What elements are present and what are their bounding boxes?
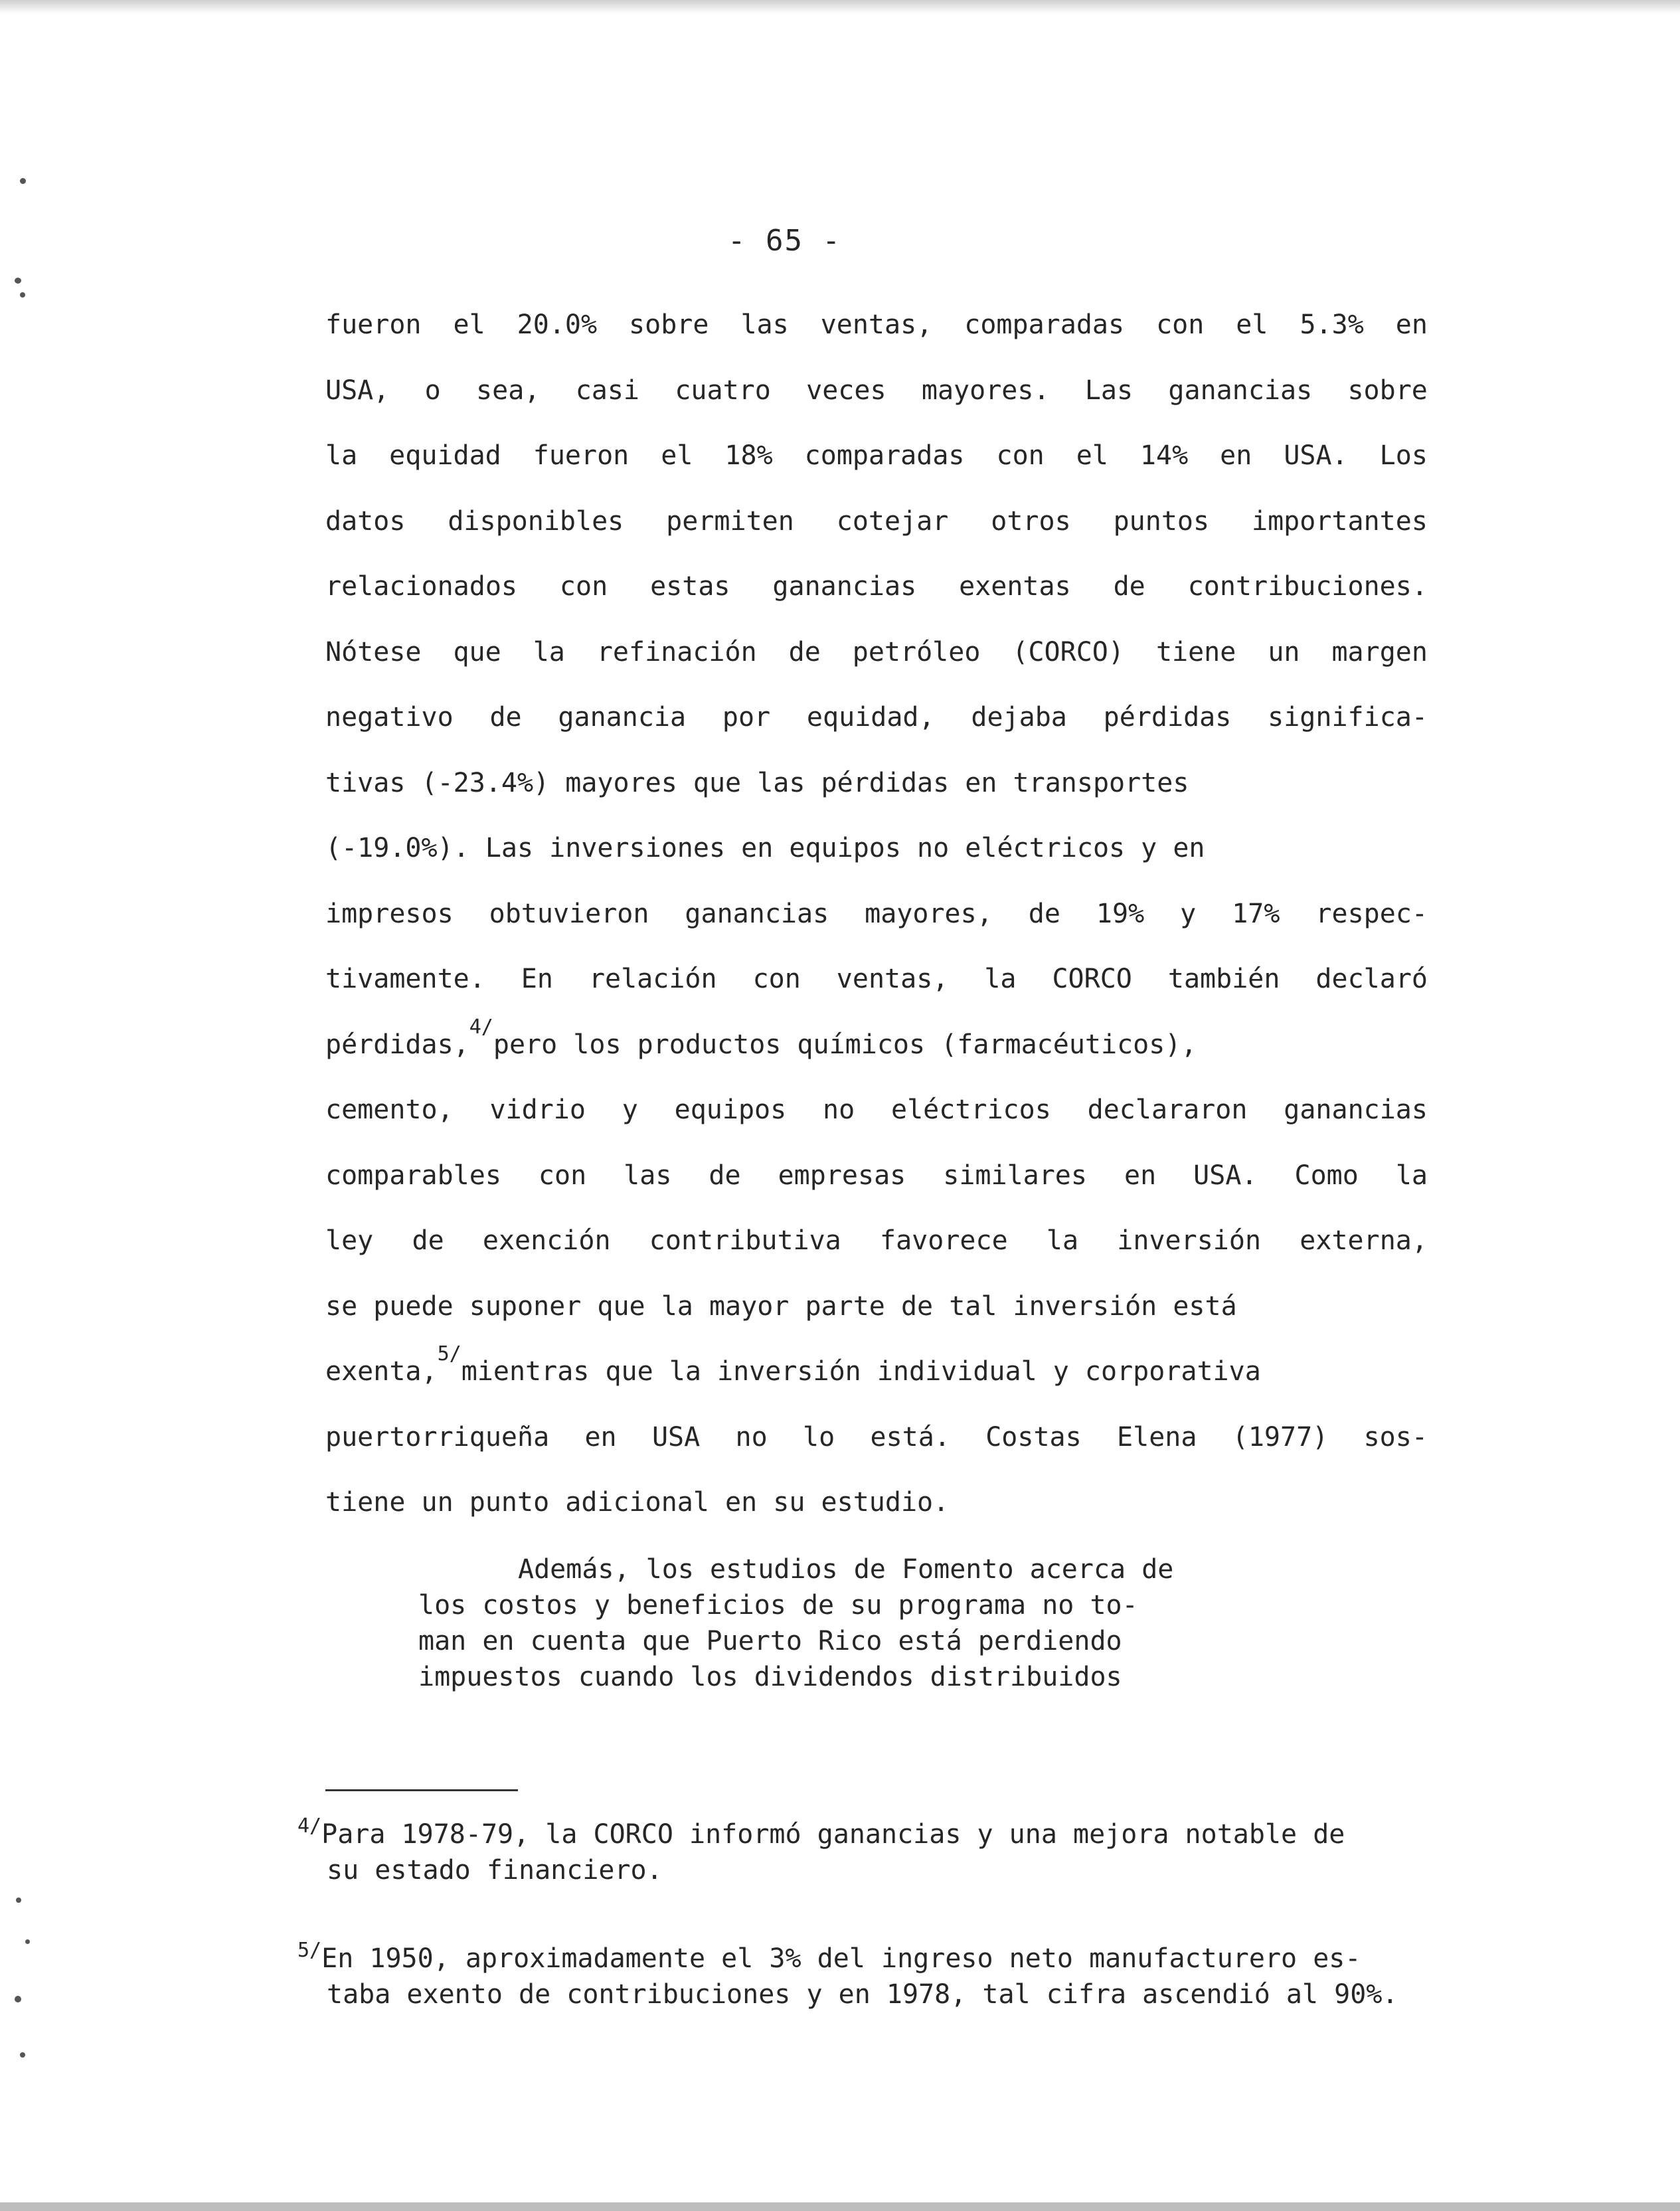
scan-bottom-edge — [0, 2202, 1680, 2211]
word: Elena — [1117, 1421, 1197, 1453]
footnote-text: taba exento de contribuciones y en 1978, tal cifra ascendió al 90%. — [327, 1979, 1398, 2010]
word: USA, — [325, 375, 390, 406]
word: lo — [803, 1421, 835, 1453]
scan-top-edge — [0, 0, 1680, 15]
footnote-separator — [325, 1789, 518, 1791]
word: cotejar — [836, 505, 949, 537]
word: ganancias — [1284, 1095, 1428, 1125]
word: en — [584, 1421, 617, 1453]
text-line — [325, 881, 1428, 947]
word: relación — [588, 964, 717, 994]
word: de — [489, 702, 522, 733]
footnote-text: En 1950, aproximadamente el 3% del ingreso neto manufacturero es- — [321, 1943, 1361, 1974]
scan-speck — [20, 2052, 25, 2058]
text-line — [325, 1208, 1428, 1274]
text-line: tivas (-23.4%) mayores que las pérdidas en transportes — [325, 767, 1189, 798]
word: mayores, — [865, 898, 993, 929]
word: dejaba — [971, 702, 1067, 733]
text-line — [325, 489, 1428, 555]
word: Las — [1084, 375, 1134, 406]
footnote-text: su estado financiero. — [327, 1855, 663, 1886]
word: equidad — [389, 440, 501, 471]
word: datos — [325, 505, 406, 537]
word: eléctricos — [890, 1095, 1051, 1125]
word: pérdidas — [1103, 702, 1232, 733]
word: 14% — [1139, 440, 1189, 471]
footnote-mark: 4/ — [297, 1814, 322, 1838]
word: Los — [1379, 440, 1428, 471]
word: sobre — [629, 310, 709, 340]
word: contributiva — [649, 1225, 841, 1256]
word: de — [412, 1225, 444, 1256]
word: puertorriqueña — [325, 1421, 550, 1453]
text-line — [325, 685, 1428, 751]
word: ventas, — [836, 964, 949, 994]
text-segment: mientras que la inversión individual y corporativa — [461, 1356, 1261, 1387]
word: fueron — [325, 310, 422, 340]
word: tiene — [1155, 636, 1236, 667]
word: casi — [575, 375, 640, 406]
footnote-4 — [297, 1816, 1440, 1888]
text-line — [325, 1405, 1428, 1470]
block-quote — [418, 1551, 1255, 1695]
text-line — [325, 1143, 1428, 1209]
word: ley — [325, 1225, 374, 1256]
word: en — [1395, 310, 1428, 340]
word: en — [1124, 1160, 1157, 1191]
text-segment: pero los productos químicos (farmacéuticos), — [493, 1029, 1197, 1060]
word: negativo — [325, 702, 454, 733]
word: cuatro — [675, 375, 771, 406]
scan-speck — [15, 278, 21, 284]
word: margen — [1331, 636, 1428, 667]
word: (CORCO) — [1012, 636, 1124, 667]
word: el — [1076, 440, 1108, 471]
word: estas — [650, 571, 730, 602]
word: USA — [651, 1421, 701, 1453]
word: ganancias — [1168, 375, 1313, 406]
word: favorece — [880, 1225, 1008, 1256]
word: otros — [991, 505, 1071, 537]
word: que — [453, 636, 501, 667]
text-line — [325, 1077, 1428, 1143]
word: ganancia — [558, 702, 687, 733]
word: obtuvieron — [489, 898, 649, 929]
scan-speck — [25, 1939, 30, 1944]
quote-line: Además, los estudios de Fomento acerca de — [518, 1554, 1174, 1585]
word: inversión — [1117, 1225, 1262, 1256]
word: Como — [1294, 1160, 1359, 1191]
word: fueron — [533, 440, 630, 471]
word: comparadas — [804, 440, 965, 471]
word: la — [325, 440, 358, 471]
footnote-mark: 5/ — [297, 1939, 322, 1962]
footnote-text: Para 1978-79, la CORCO informó ganancias y una mejora notable de — [321, 1819, 1345, 1850]
quote-line: man en cuenta que Puerto Rico está perdiendo — [418, 1626, 1122, 1656]
word: de — [788, 636, 821, 667]
footnote-reference: 4/ — [469, 1015, 493, 1039]
word: por — [722, 702, 771, 733]
word: vidrio — [489, 1095, 586, 1125]
text-line — [325, 946, 1428, 1012]
word: CORCO — [1052, 964, 1132, 994]
text-line — [325, 1339, 1428, 1405]
word: puntos — [1113, 505, 1210, 537]
word: Nótese — [325, 636, 422, 667]
word: 19% — [1096, 898, 1145, 929]
text-line — [325, 554, 1428, 620]
word: tivamente. — [325, 964, 485, 994]
word: el — [453, 310, 485, 340]
word: la — [1395, 1160, 1428, 1191]
word: y — [1180, 898, 1197, 929]
text-line — [325, 292, 1428, 358]
word: 18% — [724, 440, 773, 471]
word: no — [735, 1421, 768, 1453]
word: USA. — [1284, 440, 1348, 471]
word: En — [521, 964, 553, 994]
word: de — [709, 1160, 741, 1191]
word: sea, — [476, 375, 541, 406]
word: Costas — [985, 1421, 1082, 1453]
word: sos- — [1363, 1421, 1428, 1453]
word: ventas, — [820, 310, 933, 340]
word: de — [1028, 898, 1060, 929]
word: empresas — [778, 1160, 906, 1191]
word: no — [823, 1095, 855, 1125]
word: permiten — [666, 505, 794, 537]
word: comparadas — [964, 310, 1125, 340]
word: significa- — [1268, 702, 1428, 733]
word: equipos — [674, 1095, 787, 1125]
word: la — [1046, 1225, 1079, 1256]
text-line: se puede suponer que la mayor parte de tal inversión está — [325, 1290, 1237, 1322]
word: con — [1156, 310, 1205, 340]
page-number: - 65 - — [728, 224, 841, 258]
word: con — [996, 440, 1045, 471]
scan-speck — [20, 292, 25, 298]
word: (1977) — [1232, 1421, 1329, 1453]
word: de — [1113, 571, 1145, 602]
word: cemento, — [325, 1095, 454, 1125]
word: sobre — [1347, 375, 1428, 406]
footnote-5 — [297, 1941, 1440, 2012]
word: 5.3% — [1300, 310, 1364, 340]
word: comparables — [325, 1160, 501, 1191]
scan-speck — [20, 178, 26, 184]
text-line: (-19.0%). Las inversiones en equipos no eléctricos y en — [325, 833, 1205, 863]
word: refinación — [596, 636, 757, 667]
word: un — [1268, 636, 1300, 667]
word: ganancias — [685, 898, 829, 929]
text-segment: pérdidas, — [325, 1029, 469, 1060]
word: también — [1167, 964, 1280, 994]
word: respec- — [1315, 898, 1428, 929]
word: con — [559, 571, 608, 602]
text-line — [325, 620, 1428, 685]
word: en — [1220, 440, 1252, 471]
word: las — [624, 1160, 672, 1191]
text-line: tiene un punto adicional en su estudio. — [325, 1487, 950, 1518]
word: USA. — [1193, 1160, 1258, 1191]
word: petróleo — [852, 636, 981, 667]
word: disponibles — [448, 505, 624, 537]
word: declaró — [1315, 964, 1428, 994]
word: externa, — [1300, 1225, 1428, 1256]
word: el — [661, 440, 693, 471]
word: 20.0% — [517, 310, 598, 340]
word: está. — [870, 1421, 950, 1453]
word: similares — [943, 1160, 1087, 1191]
text-segment: exenta, — [325, 1356, 438, 1387]
quote-line: impuestos cuando los dividendos distribuidos — [418, 1662, 1122, 1692]
word: veces — [806, 375, 886, 406]
word: la — [533, 636, 565, 667]
word: ganancias — [772, 571, 917, 602]
word: con — [752, 964, 801, 994]
quote-line: los costos y beneficios de su programa no to- — [418, 1590, 1138, 1621]
word: exención — [482, 1225, 611, 1256]
word: las — [740, 310, 789, 340]
word: exentas — [959, 571, 1071, 602]
word: mayores. — [921, 375, 1050, 406]
word: contribuciones. — [1187, 571, 1428, 602]
word: impresos — [325, 898, 454, 929]
word: equidad, — [806, 702, 935, 733]
scan-speck — [15, 1996, 21, 2002]
word: con — [538, 1160, 587, 1191]
text-line — [325, 1012, 1428, 1078]
word: y — [622, 1095, 638, 1125]
text-line — [325, 423, 1428, 489]
word: importantes — [1252, 505, 1428, 537]
word: 17% — [1232, 898, 1280, 929]
word: relacionados — [325, 571, 517, 602]
text-line — [325, 358, 1428, 424]
scan-speck — [16, 1898, 21, 1903]
word: declararon — [1087, 1095, 1248, 1125]
word: o — [424, 375, 441, 406]
body-paragraph — [325, 292, 1428, 1536]
word: el — [1236, 310, 1268, 340]
footnote-reference: 5/ — [437, 1342, 462, 1366]
word: la — [984, 964, 1017, 994]
